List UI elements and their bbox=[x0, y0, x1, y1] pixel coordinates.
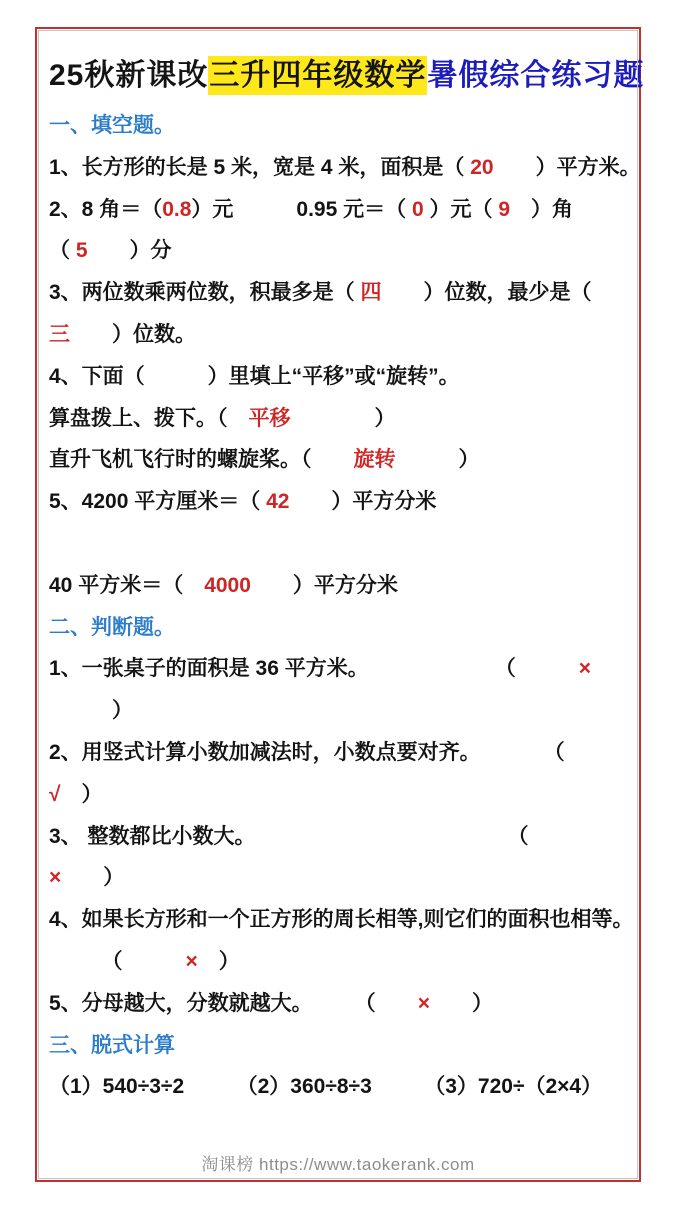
answer-text: 四 bbox=[360, 281, 382, 305]
answer-text: × bbox=[578, 657, 591, 681]
answer-text: 0.8 bbox=[162, 197, 192, 221]
judge-q1-cont bbox=[49, 690, 635, 732]
section-2-heading bbox=[49, 607, 635, 649]
answer-text: 4000 bbox=[204, 573, 251, 597]
section-1-heading bbox=[49, 105, 635, 147]
text-segment: 3、 整数都比小数大。 （ bbox=[49, 824, 529, 848]
section-heading-text: 一、填空题。 bbox=[49, 114, 175, 137]
answer-text: × bbox=[417, 991, 430, 1015]
text-segment: 1、一张桌子的面积是 36 平方米。 （ bbox=[49, 657, 579, 681]
text-segment: 4、下面（ ）里填上“平移”或“旋转”。 bbox=[49, 364, 460, 388]
answer-text: 0 bbox=[411, 197, 424, 221]
text-segment: ）平方分米 bbox=[289, 490, 437, 514]
fill-q2-cont bbox=[49, 230, 635, 272]
text-segment: ）元（ bbox=[423, 197, 499, 221]
answer-text: 42 bbox=[266, 490, 290, 514]
answer-text: 旋转 bbox=[353, 448, 396, 472]
text-segment: 1、长方形的长是 5 米，宽是 4 米，面积是（ bbox=[49, 155, 471, 179]
judge-q5 bbox=[49, 983, 635, 1025]
judge-q3-cont bbox=[49, 857, 635, 899]
fill-q4-b bbox=[49, 439, 635, 481]
section-heading-text: 二、判断题。 bbox=[49, 615, 175, 639]
answer-text: 9 bbox=[498, 197, 510, 221]
text-segment: 2、8 角＝（ bbox=[49, 197, 163, 221]
worksheet-content bbox=[37, 29, 645, 1180]
judge-q2-cont bbox=[49, 774, 635, 816]
answer-text: × bbox=[185, 949, 198, 973]
fill-q3 bbox=[49, 272, 635, 314]
answer-text: 平移 bbox=[248, 406, 291, 430]
text-segment: ） bbox=[60, 782, 103, 806]
text-segment: 直升飞机飞行时的螺旋桨。（ bbox=[49, 448, 354, 472]
fill-q5-cont bbox=[49, 565, 635, 607]
blank-line bbox=[49, 523, 635, 565]
text-segment: ）平方分米 bbox=[250, 573, 398, 597]
section-3-heading bbox=[49, 1025, 635, 1067]
text-segment: ） bbox=[429, 991, 493, 1015]
text-segment: ） bbox=[290, 406, 396, 430]
judge-q3 bbox=[49, 816, 635, 858]
fill-q3-cont bbox=[49, 314, 635, 356]
text-segment: ）位数，最少是（ bbox=[381, 281, 592, 305]
text-segment: 算盘拨上、拨下。（ bbox=[49, 406, 249, 430]
text-segment: 25秋新课改 bbox=[49, 59, 209, 92]
text-segment: ）位数。 bbox=[70, 322, 196, 346]
judge-q1 bbox=[49, 648, 635, 690]
text-segment: （ bbox=[49, 949, 186, 973]
text-segment: ） bbox=[61, 866, 125, 890]
text-segment: ）角 bbox=[510, 197, 573, 221]
answer-text: √ bbox=[49, 782, 61, 806]
watermark-footer: 淘课榜 https://www.taokerank.com bbox=[201, 1155, 475, 1174]
worksheet-body bbox=[49, 105, 641, 1108]
fill-q4 bbox=[49, 356, 635, 398]
text-segment: ） bbox=[197, 949, 240, 973]
title-highlight: 三升四年级数学 bbox=[208, 56, 427, 95]
text-segment: 2、用竖式计算小数加减法时，小数点要对齐。 （ bbox=[49, 740, 565, 764]
title-blue-text: 暑假综合练习题 bbox=[427, 59, 645, 92]
text-segment: 40 平方米＝（ bbox=[49, 573, 205, 597]
answer-text: 三 bbox=[49, 322, 70, 346]
text-segment: （ bbox=[49, 239, 76, 263]
text-segment: ）元 0.95 元＝（ bbox=[191, 197, 412, 221]
fill-q4-a bbox=[49, 398, 635, 440]
judge-q4-cont bbox=[49, 941, 635, 983]
text-segment: ）平方米。 bbox=[493, 155, 641, 179]
answer-text: 20 bbox=[470, 155, 494, 179]
worksheet-red-frame bbox=[35, 27, 645, 1182]
text-segment: 5、分母越大，分数就越大。 （ bbox=[49, 991, 418, 1015]
answer-text: 5 bbox=[75, 239, 88, 263]
answer-text: × bbox=[49, 866, 62, 890]
judge-q4 bbox=[49, 899, 635, 941]
judge-q2 bbox=[49, 732, 635, 774]
calc-row bbox=[49, 1066, 635, 1108]
text-segment: （1）540÷3÷2 （2）360÷8÷3 （3）720÷（2×4） bbox=[49, 1075, 603, 1099]
fill-q2 bbox=[49, 189, 635, 231]
section-heading-text: 三、脱式计算 bbox=[49, 1033, 175, 1057]
text-segment: ） bbox=[49, 699, 133, 723]
text-segment: ） bbox=[395, 448, 480, 472]
fill-q1 bbox=[49, 147, 641, 189]
text-segment: ）分 bbox=[87, 239, 172, 263]
text-segment: 5、4200 平方厘米＝（ bbox=[49, 490, 267, 514]
fill-q5 bbox=[49, 481, 635, 523]
text-segment: 3、两位数乘两位数，积最多是（ bbox=[49, 281, 361, 305]
text-segment: 4、如果长方形和一个正方形的周长相等,则它们的面积也相等。 bbox=[49, 908, 634, 932]
worksheet-title bbox=[49, 49, 645, 103]
